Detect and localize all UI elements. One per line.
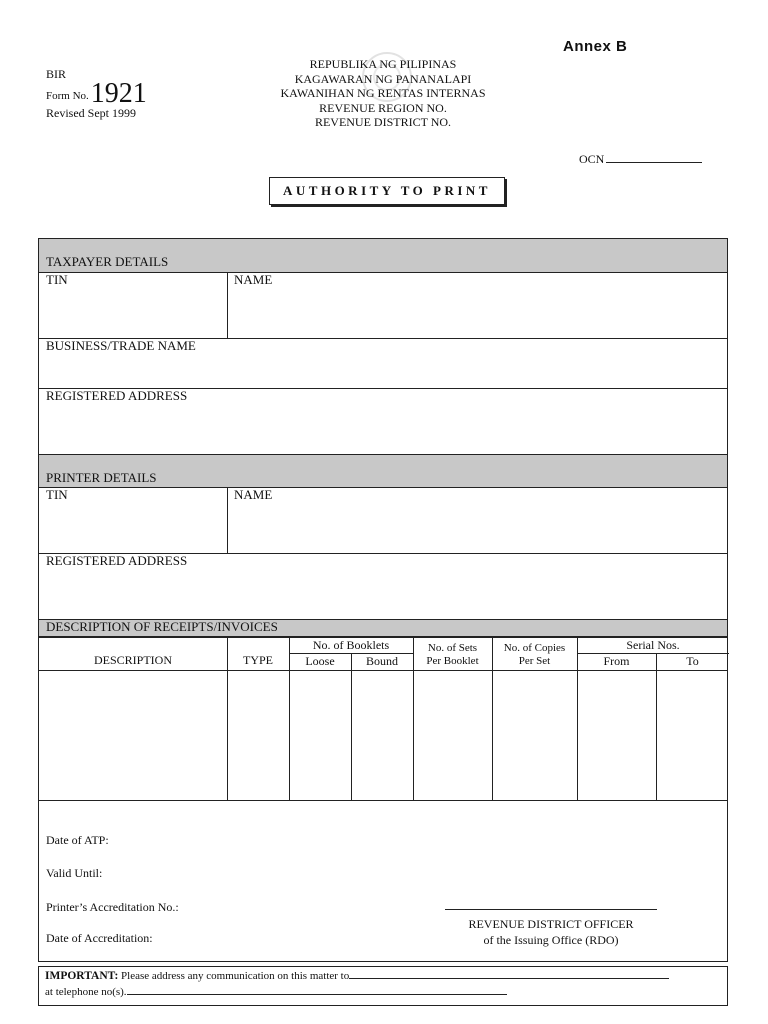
col-loose: Loose xyxy=(305,654,335,668)
taxpayer-section-title: TAXPAYER DETAILS xyxy=(46,254,169,269)
printer-section-title: PRINTER DETAILS xyxy=(46,470,157,485)
printer-tin-label: TIN xyxy=(46,487,68,502)
rdo-subtitle: of the Issuing Office (RDO) xyxy=(483,933,619,947)
rdo-title: REVENUE DISTRICT OFFICER xyxy=(468,917,634,931)
rdo-signature-block xyxy=(431,916,671,948)
taxpayer-tin-label: TIN xyxy=(46,272,68,287)
taxpayer-address-label: REGISTERED ADDRESS xyxy=(46,388,188,403)
col-from: From xyxy=(603,654,630,668)
divider xyxy=(39,670,727,671)
header-line-1: REPUBLIKA NG PILIPINAS xyxy=(309,57,457,71)
taxpayer-name-label: NAME xyxy=(234,272,273,287)
revised-date: Revised Sept 1999 xyxy=(46,106,136,120)
divider xyxy=(656,653,657,800)
important-line-2 xyxy=(45,984,721,1000)
form-title: AUTHORITY TO PRINT xyxy=(269,177,505,205)
header-line-2: KAGAWARAN NG PANANALAPI xyxy=(294,71,472,86)
header-line-4: REVENUE REGION NO. xyxy=(319,100,447,115)
accreditation-no-label: Printer’s Accreditation No.: xyxy=(46,900,179,914)
receipts-section-title: DESCRIPTION OF RECEIPTS/INVOICES xyxy=(46,619,278,634)
divider xyxy=(227,487,228,553)
business-name-label: BUSINESS/TRADE NAME xyxy=(46,338,196,353)
ocn-label: OCN xyxy=(579,152,605,166)
header-line-5: REVENUE DISTRICT NO. xyxy=(314,115,452,129)
printer-address-label: REGISTERED ADDRESS xyxy=(46,553,188,568)
col-copies-line2: Per Set xyxy=(518,655,551,667)
divider xyxy=(39,800,727,801)
form-no-label: Form No. xyxy=(46,90,89,102)
col-sets-line2: Per Booklet xyxy=(426,655,479,667)
date-of-atp-label: Date of ATP: xyxy=(46,833,109,847)
annex-label: Annex B xyxy=(563,38,628,55)
agency-label: BIR xyxy=(46,67,67,81)
col-copies xyxy=(492,642,577,668)
header-line-3: KAWANIHAN NG RENTAS INTERNAS xyxy=(280,86,486,100)
col-booklets: No. of Booklets xyxy=(312,638,390,652)
col-type: TYPE xyxy=(243,653,273,667)
col-description: DESCRIPTION xyxy=(93,653,172,667)
ocn-field[interactable] xyxy=(579,152,702,167)
col-sets xyxy=(413,642,492,668)
col-copies-line1: No. of Copies xyxy=(503,642,566,654)
signature-line xyxy=(445,909,657,910)
address-blank[interactable] xyxy=(349,968,669,979)
agency-header xyxy=(230,57,536,130)
telephone-blank[interactable] xyxy=(127,984,507,995)
col-to: To xyxy=(686,654,699,668)
form-no-value: 1921 xyxy=(90,78,147,109)
important-text: Please address any communication on this matter to xyxy=(121,970,350,982)
atp-form-table xyxy=(38,238,728,962)
important-notice xyxy=(38,966,728,1006)
col-sets-line1: No. of Sets xyxy=(427,642,478,654)
divider xyxy=(351,653,352,800)
col-serial: Serial Nos. xyxy=(626,638,680,652)
printer-name-label: NAME xyxy=(234,487,273,502)
ocn-blank xyxy=(606,152,702,163)
divider xyxy=(227,272,228,338)
important-line-1 xyxy=(45,968,721,984)
form-number xyxy=(46,78,147,109)
date-of-accreditation-label: Date of Accreditation: xyxy=(46,931,153,945)
col-bound: Bound xyxy=(365,654,398,668)
important-label: IMPORTANT: xyxy=(45,970,119,982)
form-identifier xyxy=(46,68,147,120)
telephone-label: at telephone no(s). xyxy=(45,986,127,998)
valid-until-label: Valid Until: xyxy=(46,866,103,880)
